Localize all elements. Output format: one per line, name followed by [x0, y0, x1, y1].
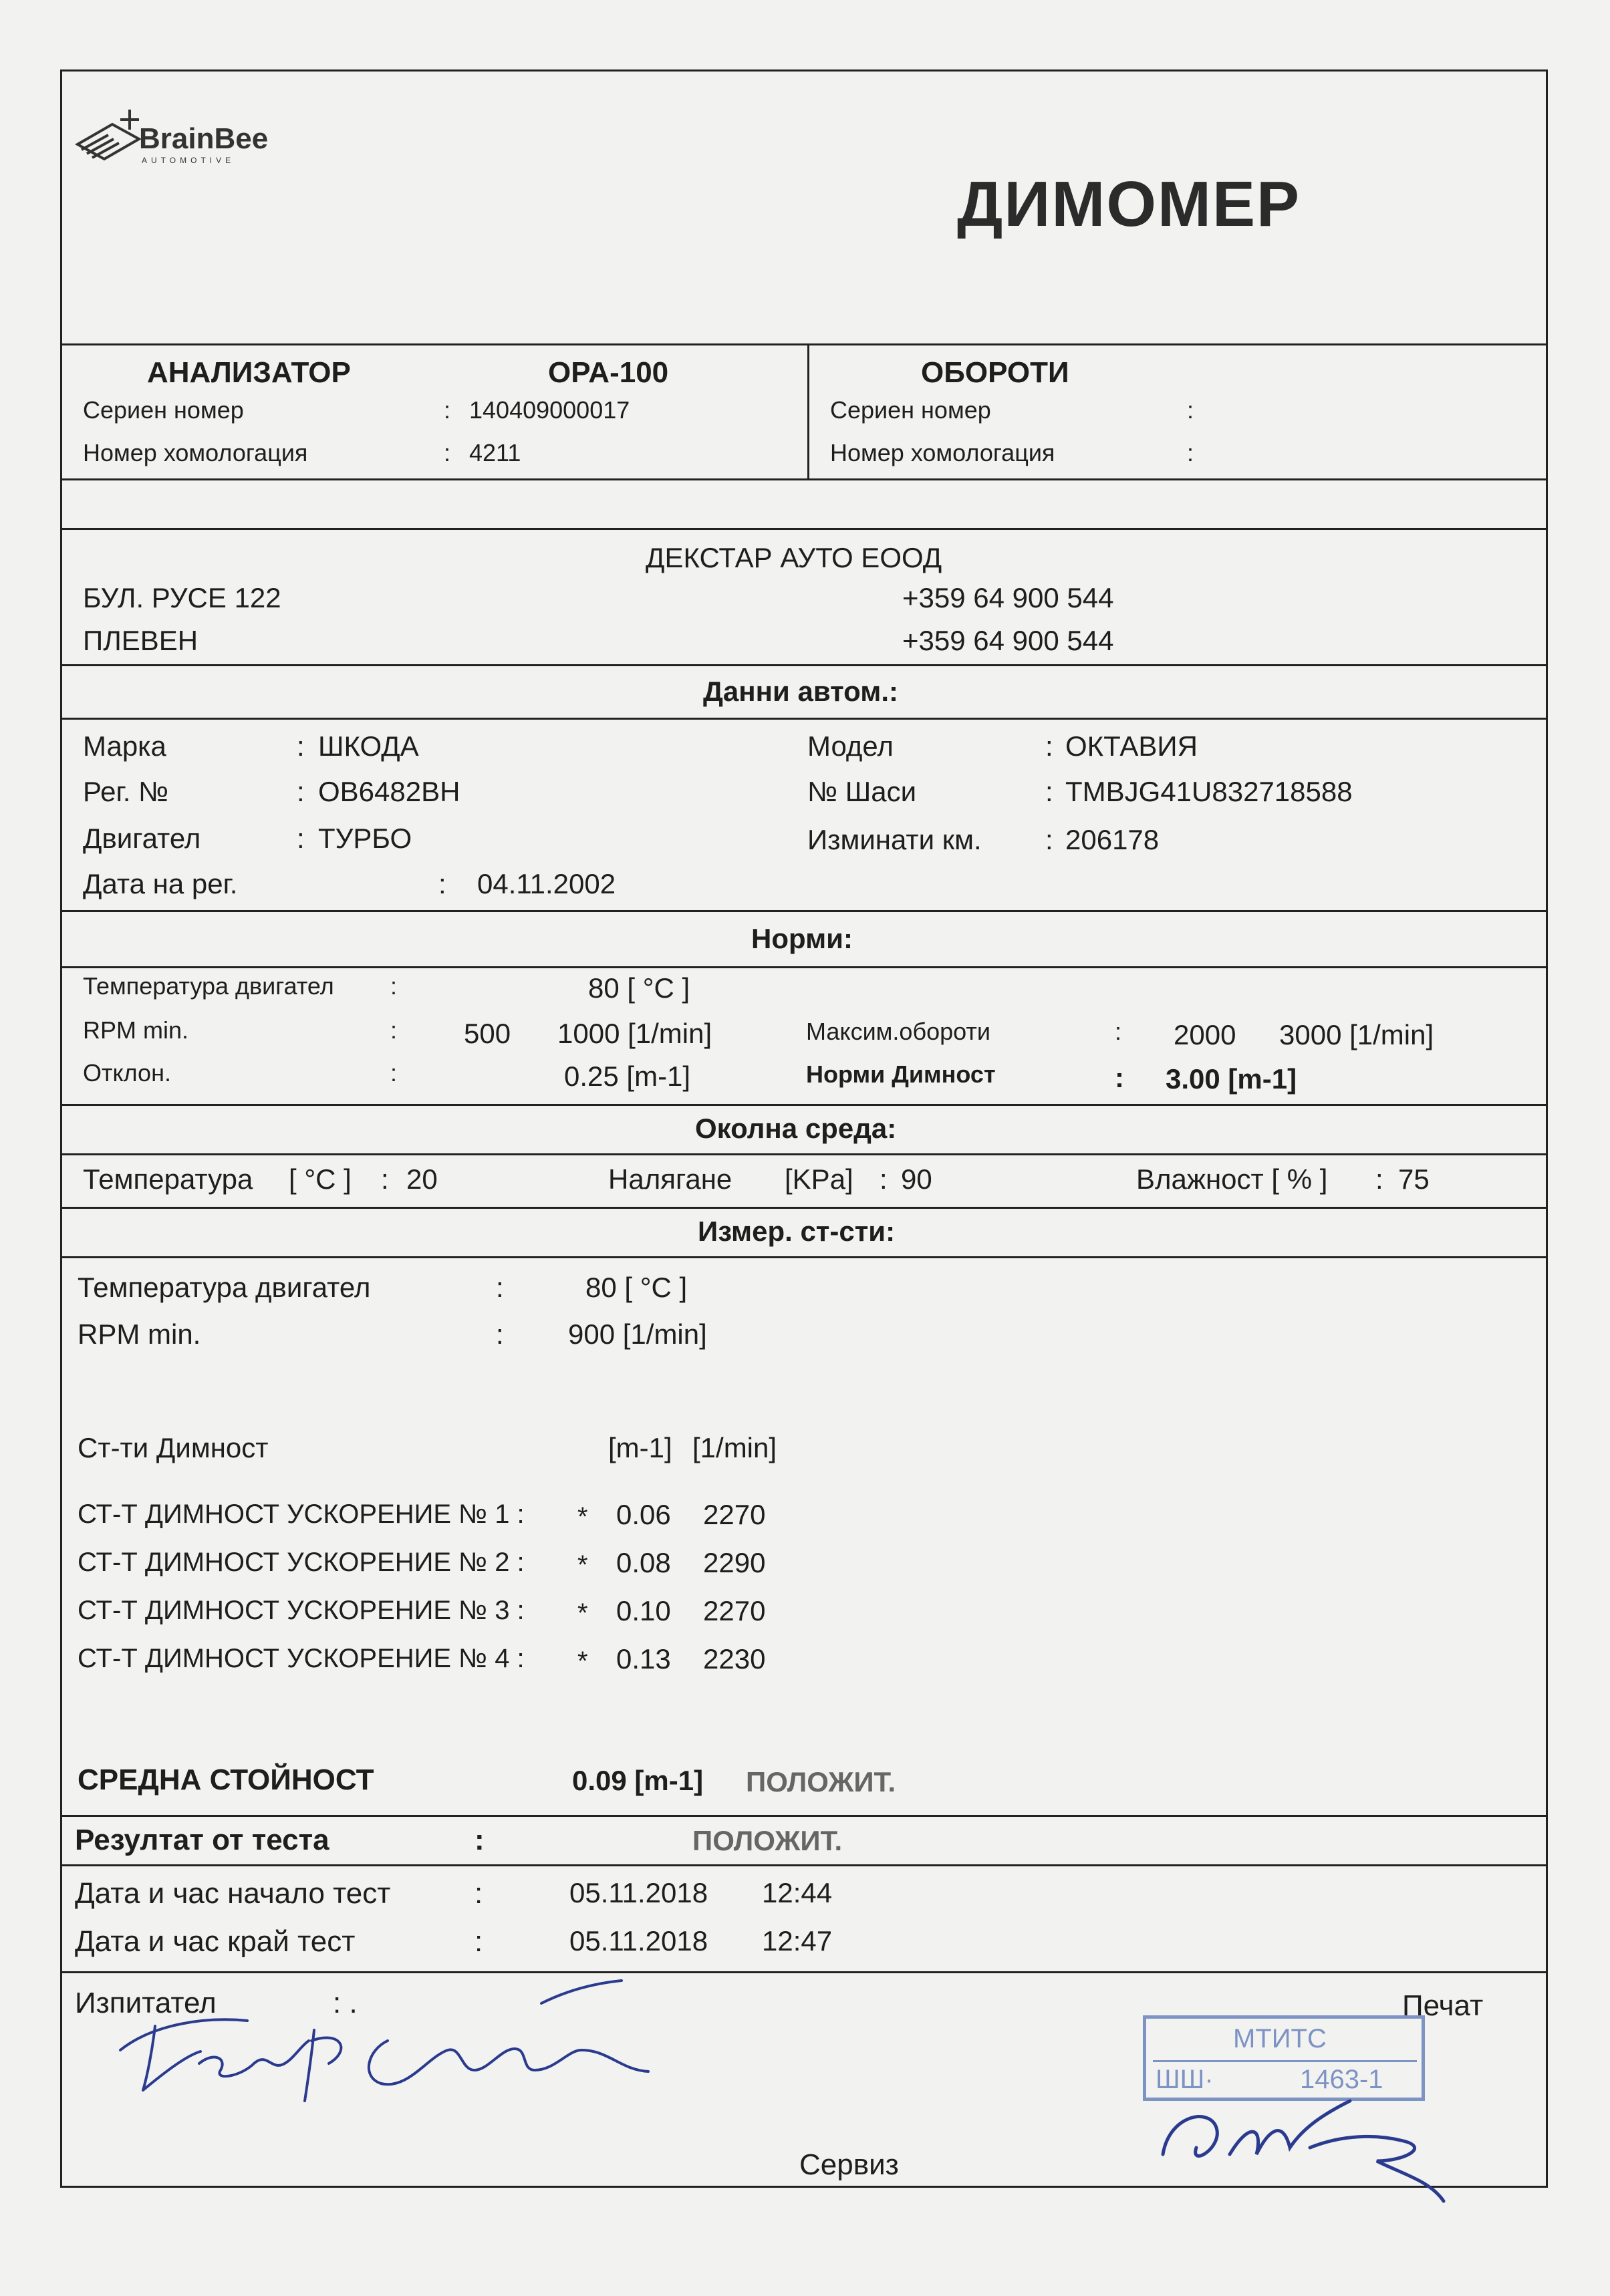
company-phone-2: +359 64 900 544 [902, 625, 1114, 656]
test-end-colon: : [475, 1925, 483, 1958]
vehicle-vin-label: № Шаси [807, 776, 917, 807]
environment-temp-colon: : [381, 1163, 389, 1195]
environment-pressure-value: 90 [901, 1163, 932, 1195]
acceleration-4-rpm: 2230 [703, 1643, 766, 1675]
environment-temp-value: 20 [406, 1163, 438, 1195]
acceleration-3-label: СТ-Т ДИМНОСТ УСКОРЕНИЕ № 3 : [78, 1596, 525, 1625]
vehicle-engine-colon: : [297, 823, 305, 854]
divider-devices-vertical [807, 343, 809, 478]
meas-rpm-min-colon: : [496, 1318, 504, 1350]
analyzer-homolog-label: Номер хомологация [83, 439, 308, 466]
vehicle-vin-colon: : [1045, 776, 1053, 807]
vehicle-make-colon: : [297, 730, 305, 762]
environment-humidity-value: 75 [1398, 1163, 1430, 1195]
vehicle-km-value: 206178 [1065, 824, 1160, 855]
acceleration-2-value: 0.08 [616, 1547, 671, 1578]
norms-rpm-min-high: 1000 [1/min] [557, 1018, 712, 1049]
analyzer-serial-value: 140409000017 [469, 396, 630, 424]
vehicle-make-label: Марка [83, 730, 166, 762]
vehicle-engine-label: Двигател [83, 823, 201, 854]
divider-norms-title [60, 966, 1548, 968]
divider-norms [60, 1104, 1548, 1106]
logo-sub-text: AUTOMOTIVE [142, 156, 235, 165]
rpm-serial-colon: : [1187, 396, 1194, 424]
vehicle-reg-label: Рег. № [83, 776, 169, 807]
meas-col-rpm: [1/min] [692, 1432, 777, 1463]
company-city: ПЛЕВЕН [83, 625, 198, 656]
norms-engine-temp-label: Температура двигател [83, 972, 334, 1000]
result-label: Резултат от теста [75, 1824, 329, 1856]
company-name: ДЕКСТАР АУТО ЕООД [646, 542, 942, 573]
test-end-time: 12:47 [762, 1925, 833, 1957]
norms-rpm-min-low: 500 [464, 1018, 511, 1049]
company-phone-1: +359 64 900 544 [902, 582, 1114, 613]
stamp-emblem-icon: ШШ· [1156, 2065, 1214, 2094]
vehicle-engine-value: ТУРБО [318, 823, 412, 854]
acceleration-2-rpm: 2290 [703, 1547, 766, 1578]
meas-engine-temp-label: Температура двигател [78, 1272, 371, 1303]
divider-env-title [60, 1153, 1548, 1155]
meas-smoke-label: Ст-ти Димност [78, 1432, 269, 1463]
service-signature [1150, 2074, 1470, 2208]
page-title: ДИМОМЕР [957, 168, 1301, 240]
logo-brand-text: BrainBee [139, 122, 269, 155]
environment-pressure-label: Налягане [608, 1163, 732, 1195]
analyzer-homolog-colon: : [444, 439, 451, 466]
analyzer-homolog-value: 4211 [469, 439, 521, 466]
tester-colon: : . [333, 1987, 358, 2019]
analyzer-serial-colon: : [444, 396, 451, 424]
analyzer-serial-label: Сериен номер [83, 396, 244, 424]
norms-rpm-max-high: 3000 [1/min] [1279, 1019, 1434, 1050]
acceleration-4-mark: * [577, 1646, 588, 1676]
logo-mark-icon [78, 110, 139, 159]
norms-deviation-value: 0.25 [m-1] [564, 1060, 691, 1092]
divider-company [60, 664, 1548, 666]
test-start-time: 12:44 [762, 1877, 833, 1908]
meas-col-m: [m-1] [608, 1432, 672, 1463]
acceleration-1-label: СТ-Т ДИМНОСТ УСКОРЕНИЕ № 1 : [78, 1499, 525, 1529]
divider-env [60, 1207, 1548, 1209]
norms-deviation-colon: : [390, 1059, 398, 1087]
vehicle-regdate-colon: : [438, 868, 446, 899]
environment-humidity-label: Влажност [ % ] [1136, 1163, 1328, 1195]
vehicle-make-value: ШКОДА [318, 730, 419, 762]
environment-pressure-colon: : [880, 1163, 888, 1195]
rpm-homolog-colon: : [1187, 439, 1194, 466]
analyzer-label: АНАЛИЗАТОР [147, 356, 351, 389]
divider-vehicle-title [60, 718, 1548, 720]
norms-rpm-max-label: Максим.обороти [806, 1018, 990, 1045]
norms-deviation-label: Отклон. [83, 1059, 171, 1087]
vehicle-reg-value: OB6482BH [318, 776, 460, 807]
meas-rpm-min-value: 900 [1/min] [568, 1318, 707, 1350]
rpm-serial-label: Сериен номер [830, 396, 991, 424]
rpm-device-label: ОБОРОТИ [921, 356, 1069, 389]
norms-rpm-max-low: 2000 [1174, 1019, 1236, 1050]
acceleration-3-value: 0.10 [616, 1595, 671, 1626]
company-address: БУЛ. РУСЕ 122 [83, 582, 281, 613]
acceleration-2-label: СТ-Т ДИМНОСТ УСКОРЕНИЕ № 2 : [78, 1548, 525, 1577]
test-end-label: Дата и час край тест [75, 1925, 356, 1958]
acceleration-3-mark: * [577, 1598, 588, 1628]
stamp-label: Печат [1402, 1989, 1484, 2022]
norms-rpm-min-colon: : [390, 1016, 398, 1044]
environment-humidity-colon: : [1375, 1163, 1383, 1195]
environment-pressure-unit: [KPa] [785, 1163, 853, 1195]
vehicle-regdate-label: Дата на рег. [83, 868, 238, 899]
divider-header [60, 343, 1548, 345]
acceleration-2-mark: * [577, 1550, 588, 1580]
acceleration-1-mark: * [577, 1502, 588, 1532]
vehicle-km-label: Изминати км. [807, 824, 982, 855]
norms-section-title: Норми: [751, 923, 853, 954]
rpm-homolog-label: Номер хомологация [830, 439, 1055, 466]
vehicle-vin-value: TMBJG41U832718588 [1065, 776, 1353, 807]
norms-smoke-colon: : [1115, 1062, 1124, 1093]
meas-rpm-min-label: RPM min. [78, 1318, 201, 1350]
norms-smoke-label: Норми Димност [806, 1060, 996, 1088]
brainbee-logo [72, 98, 286, 178]
vehicle-section-title: Данни автом.: [703, 676, 898, 707]
environment-temp-label: Температура [83, 1163, 253, 1195]
test-start-label: Дата и час начало тест [75, 1877, 391, 1910]
stamp-number: 1463-1 [1300, 2065, 1383, 2094]
acceleration-4-label: СТ-Т ДИМНОСТ УСКОРЕНИЕ № 4 : [78, 1644, 525, 1673]
measurements-section-title: Измер. ст-сти: [698, 1215, 896, 1247]
divider-meas-title [60, 1256, 1548, 1258]
result-value: ПОЛОЖИТ. [692, 1825, 843, 1856]
norms-smoke-value: 3.00 [m-1] [1166, 1063, 1297, 1095]
meas-engine-temp-colon: : [496, 1272, 504, 1303]
acceleration-1-rpm: 2270 [703, 1499, 766, 1530]
divider-average [60, 1815, 1548, 1817]
meas-engine-temp-value: 80 [ °C ] [585, 1272, 688, 1303]
divider-blank [60, 528, 1548, 530]
environment-temp-unit: [ °C ] [289, 1163, 352, 1195]
acceleration-4-value: 0.13 [616, 1643, 671, 1675]
norms-engine-temp-colon: : [390, 972, 398, 1000]
test-start-colon: : [475, 1877, 483, 1910]
environment-section-title: Околна среда: [695, 1113, 897, 1144]
acceleration-1-value: 0.06 [616, 1499, 671, 1530]
average-label: СРЕДНА СТОЙНОСТ [78, 1763, 374, 1796]
divider-devices [60, 478, 1548, 480]
result-colon: : [475, 1824, 485, 1856]
tester-signature [114, 1977, 688, 2104]
divider-result [60, 1864, 1548, 1866]
vehicle-model-value: ОКТАВИЯ [1065, 730, 1198, 762]
service-label: Сервиз [799, 2148, 899, 2181]
test-start-date: 05.11.2018 [569, 1877, 708, 1908]
tester-label: Изпитател [75, 1987, 217, 2019]
vehicle-km-colon: : [1045, 824, 1053, 855]
norms-rpm-min-label: RPM min. [83, 1016, 189, 1044]
average-value: 0.09 [m-1] [572, 1765, 704, 1796]
stamp-top-text: МТИТС [1233, 2024, 1327, 2053]
divider-dates [60, 1971, 1548, 1973]
vehicle-model-colon: : [1045, 730, 1053, 762]
analyzer-model: OPA-100 [548, 356, 669, 389]
acceleration-3-rpm: 2270 [703, 1595, 766, 1626]
average-status: ПОЛОЖИТ. [746, 1766, 896, 1798]
vehicle-reg-colon: : [297, 776, 305, 807]
divider-vehicle [60, 910, 1548, 912]
norms-rpm-max-colon: : [1115, 1018, 1122, 1045]
vehicle-regdate-value: 04.11.2002 [477, 868, 616, 899]
vehicle-model-label: Модел [807, 730, 894, 762]
test-end-date: 05.11.2018 [569, 1925, 708, 1957]
norms-engine-temp-value: 80 [ °C ] [588, 972, 690, 1004]
